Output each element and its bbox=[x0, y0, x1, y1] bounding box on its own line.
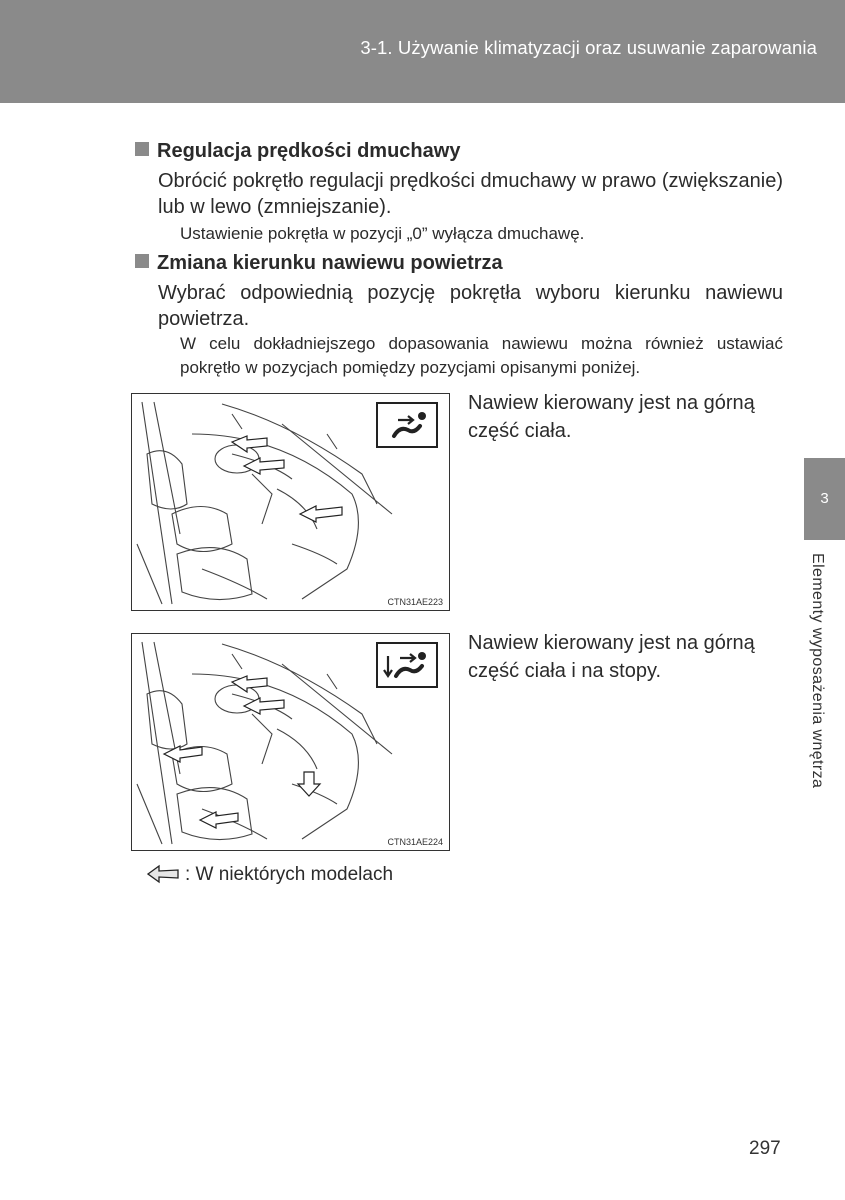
section-note: W celu dokładniejszego dopasowania nawiewu można również ustawiać pokrętło w pozycjach pomiędzy pozycjami opisanymi poniżej. bbox=[180, 334, 783, 377]
page-header bbox=[0, 0, 845, 103]
page-number: 297 bbox=[749, 1138, 781, 1159]
figure-code: CTN31AE224 bbox=[387, 837, 443, 847]
section-note: Ustawienie pokrętła w pozycji „0” wyłącza dmuchawę. bbox=[180, 224, 585, 243]
car-interior-illustration bbox=[131, 633, 450, 851]
figure-description: Nawiew kierowany jest na górną część ciała i na stopy. bbox=[468, 632, 755, 682]
section-body: Obrócić pokrętło regulacji prędkości dmuchawy w prawo (zwiększanie) lub w lewo (zmniejszanie). bbox=[158, 170, 783, 218]
chapter-tab bbox=[804, 458, 845, 540]
section-heading: Zmiana kierunku nawiewu powietrza bbox=[135, 252, 503, 275]
face-vent-icon bbox=[376, 402, 438, 448]
legend bbox=[147, 864, 393, 886]
chapter-title: 3-1. Używanie klimatyzacji oraz usuwanie zaparowania bbox=[360, 37, 817, 58]
section-heading: Regulacja prędkości dmuchawy bbox=[135, 140, 460, 163]
section-body: Wybrać odpowiednią pozycję pokrętła wyboru kierunku nawiewu powietrza. bbox=[158, 282, 783, 330]
figure-code: CTN31AE223 bbox=[387, 597, 443, 607]
car-interior-illustration bbox=[131, 393, 450, 611]
chapter-side-label: Elementy wyposażenia wnętrza bbox=[809, 553, 826, 789]
square-bullet-icon bbox=[135, 142, 149, 156]
figure-description: Nawiew kierowany jest na górną część ciała. bbox=[468, 392, 755, 442]
chapter-number: 3 bbox=[820, 490, 829, 507]
legend-text: : W niektórych modelach bbox=[185, 864, 394, 885]
square-bullet-icon bbox=[135, 254, 149, 268]
outline-arrow-icon bbox=[147, 864, 179, 884]
bilevel-vent-icon bbox=[376, 642, 438, 688]
